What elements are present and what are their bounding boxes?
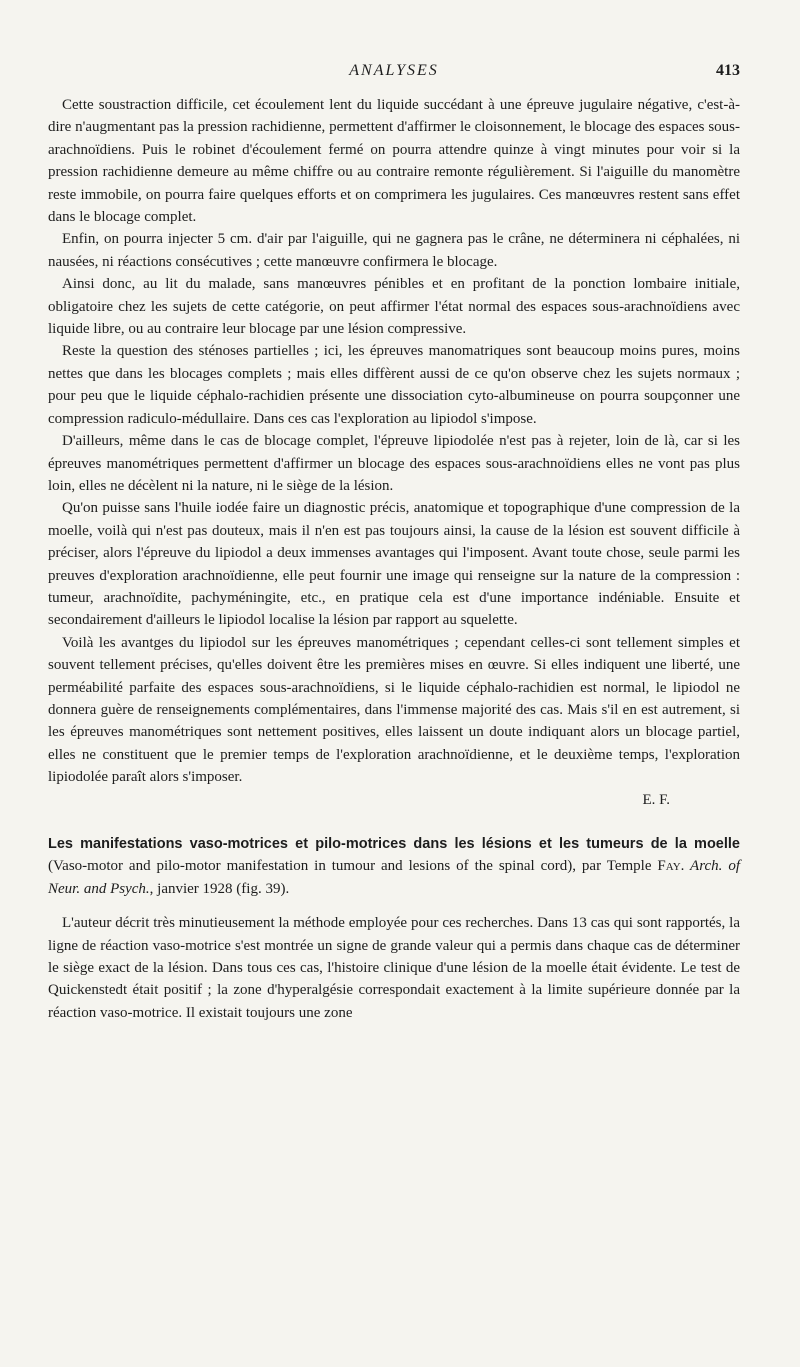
page-number: 413: [716, 62, 740, 79]
english-title: (Vaso-motor and pilo-motor manifestation in tumour and lesions of the spinal cord), par Temple: [48, 858, 658, 875]
paragraph: Reste la question des sténoses partielles ; ici, les épreuves manomatriques sont beaucoup moins pures, moins nettes que dans les blocages complets ; mais elles diffèrent aussi de ce qu'on observe chez les sujets normaux ; pour peu que le liquide céphalo-rachidien présente une dissociation cyto-albumineuse on pourra soupçonner une compression radiculo-médullaire. Dans ces cas l'exploration au lipiodol s'impose.: [48, 343, 740, 427]
paragraph: Ainsi donc, au lit du malade, sans manœuvres pénibles et en profitant de la ponction lombaire initiale, obligatoire chez les sujets de cette catégorie, on peut affirmer l'état normal des espaces sous-arachnoïdiens avec liquide libre, ou au contraire leur blocage par une lésion compressive.: [48, 276, 740, 338]
abstract-entry: [48, 833, 740, 1024]
running-head: [48, 62, 740, 86]
paragraph: L'auteur décrit très minutieusement la méthode employée pour ces recherches. Dans 13 cas qui sont rapportés, la ligne de réaction vaso-motrice s'est montrée un signe de grande valeur qui a permis dans chaque cas de déterminer le siège exact de la lésion. Dans tous ces cas, l'histoire clinique d'une lésion de la moelle était évidente. Le test de Quickenstedt était positif ; la zone d'hyperalgésie correspondait exactement à la limite supérieure donnée par la réaction vaso-motrice. Il existait toujours une zone: [48, 915, 740, 1021]
running-title: ANALYSES: [349, 62, 439, 79]
paragraph: Enfin, on pourra injecter 5 cm. d'air par l'aiguille, qui ne gagnera pas le crâne, ne déterminera ni céphalées, ni nausées, ni réactions consécutives ; cette manœuvre confirmera le blocage.: [48, 231, 740, 270]
paragraph: Voilà les avantges du lipiodol sur les épreuves manométriques ; cependant celles-ci sont tellement simples et souvent tellement précises, qu'elles doivent être les premières mises en œuvre. Si elles indiquent une liberté, une perméabilité parfaite des espaces sous-arachnoïdiens, si le liquide céphalo-rachidien est normal, le lipiodol ne donnera guère de renseignements complémentaires, dans l'immense majorité des cas. Mais s'il en est autrement, si les épreuves manométriques sont nettement positives, elles laissent un doute indiquant alors un blocage partiel, elles ne constituent que le premier temps de l'exploration arachnoïdienne, et le deuxième temps, l'exploration lipiodolée paraît alors s'imposer.: [48, 634, 740, 786]
abstract-citation: [48, 833, 740, 900]
article-continuation: [48, 94, 740, 811]
abstract-heading: Les manifestations vaso-motrices et pilo-motrices dans les lésions et les tumeurs de la moelle: [48, 836, 740, 852]
author-name: Fay.: [657, 858, 685, 875]
paragraph: Qu'on puisse sans l'huile iodée faire un diagnostic précis, anatomique et topographique d'une compression de la moelle, voilà qui n'est pas douteux, mais il n'en est pas toujours ainsi, la cause de la lésion est souvent difficile à préciser, alors l'épreuve du lipiodol a deux immenses avantages qui l'imposent. Avant toute chose, seule parmi les preuves d'exploration arachnoïdienne, elle peut fournir une image qui renseigne sur la nature de la compression : tumeur, arachnoïdite, pachyméningite, etc., en pratique cela est d'une importance indéniable. Ensuite et secondairement d'ailleurs le lipiodol localise la lésion par rapport au squelette.: [48, 500, 740, 629]
paragraph: Cette soustraction difficile, cet écoulement lent du liquide succédant à une épreuve jugulaire négative, c'est-à-dire n'augmentant pas la pression rachidienne, permettent d'affirmer le cloisonnement, le blocage des espaces sous-arachnoïdiens. Puis le robinet d'écoulement fermé on pourra attendre quinze à vingt minutes pour voir si la pression rachidienne demeure au même chiffre ou au contraire remonte régulièrement. Si l'aiguille du manomètre reste immobile, on pourra faire quelques efforts et on comprimera les jugulaires. Ces manœuvres restent sans effet dans le blocage complet.: [48, 97, 740, 226]
publication-date: , janvier 1928 (fig. 39).: [149, 880, 290, 897]
reviewer-signature: E. F.: [642, 791, 670, 808]
journal-name: Arch. of Neur. and Psych.: [48, 858, 741, 897]
abstract-body: [48, 912, 740, 1024]
paragraph: D'ailleurs, même dans le cas de blocage complet, l'épreuve lipiodolée n'est pas à rejeter, loin de là, car si les épreuves manométriques permettent d'affirmer un blocage des espaces sous-arachnoïdiens elles ne vont pas plus loin, elles ne décèlent ni la nature, ni le siège de la lésion.: [48, 433, 740, 494]
